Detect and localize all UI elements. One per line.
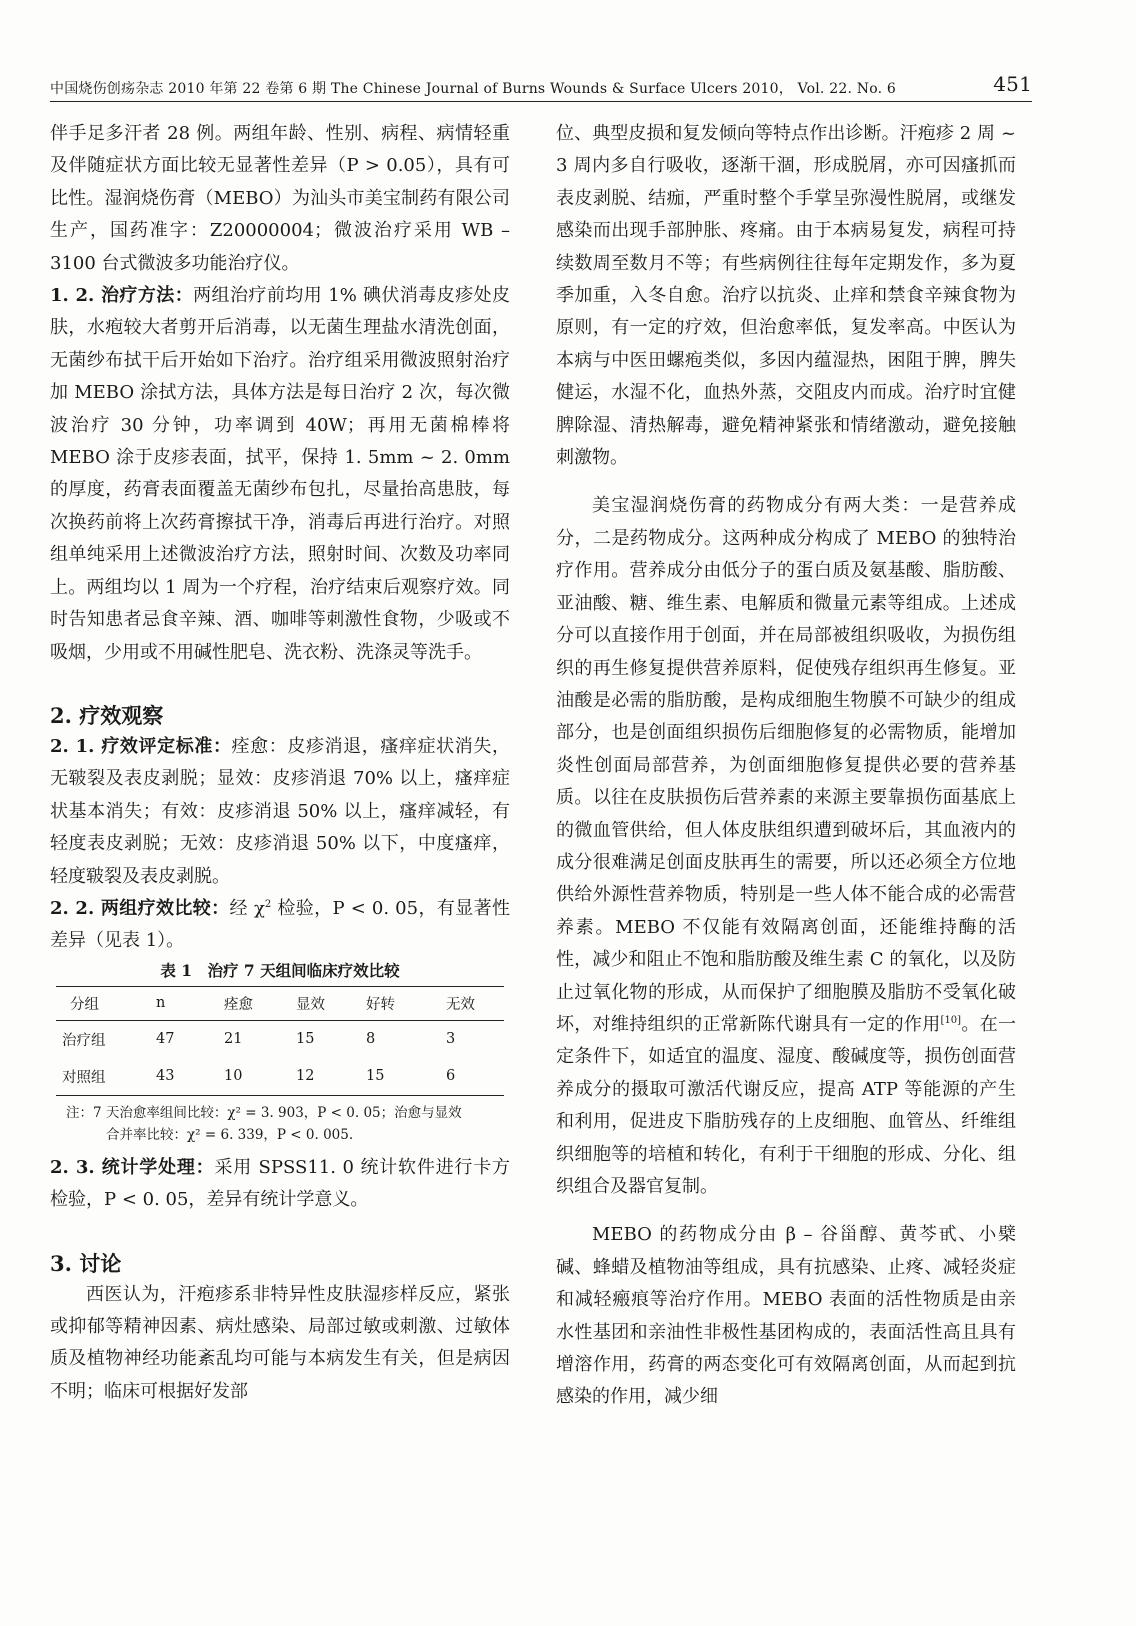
paragraph [50, 893, 510, 958]
paragraph [50, 731, 510, 893]
header-rule [50, 101, 1032, 102]
paragraph: 西医认为，汗疱疹系非特异性皮肤湿疹样反应，紧张或抑郁等精神因素、病灶感染、局部过敏或刺激、过敏体质及植物神经功能紊乱均可能与本病发生有关，但是病因不明；临床可根据好发部 [50, 1283, 510, 1402]
results-table [56, 986, 504, 1096]
subsection-label: 2. 1. 疗效评定标准： [50, 735, 232, 757]
table-cell: 治疗组 [62, 1032, 106, 1049]
paragraph-text: 痊愈：皮疹消退，瘙痒症状消失，无皲裂及表皮剥脱；显效：皮疹消退 70% 以上，瘙痒症状基本消失；有效：皮疹消退 50% 以上，瘙痒减轻，有轻度表皮剥脱；无效：皮疹消退 50% 以下，中度瘙痒，轻度皲裂及表皮剥脱。 [50, 735, 510, 887]
table-caption: 表 1 治疗 7 天组间临床疗效比较 [160, 960, 400, 980]
table-cell: 12 [296, 1058, 366, 1096]
paragraph [50, 280, 510, 669]
running-header [50, 72, 1050, 102]
table-note-line: 合并率比较：χ² = 6. 339，P < 0. 005. [106, 1126, 354, 1143]
col-header: 无效 [446, 986, 504, 1020]
table-row [56, 1020, 504, 1058]
paragraph-text: 检验，P < 0. 05，有显著性差异（见表 1）。 [50, 897, 510, 952]
col-header: 好转 [366, 986, 446, 1020]
col-header: 分组 [56, 986, 156, 1020]
table-note-line: 注：7 天治愈率组间比较：χ² = 3. 903，P < 0. 05；治愈与显效 [66, 1104, 462, 1121]
col-header: 痊愈 [224, 986, 296, 1020]
table-cell: 6 [446, 1058, 504, 1096]
subsection-label: 2. 3. 统计学处理： [50, 1156, 215, 1178]
table-cell: 43 [156, 1058, 224, 1096]
paragraph-text: 。在一定条件下，如适宜的温度、湿度、酸碱度等，损伤创面营养成分的摄取可激活代谢反应，提高 ATP 等能源的产生和利用，促进皮下脂肪残存的上皮细胞、血管丛、纤维组织细胞等的培植和转化，有利于干细胞的形成、分化、组织组合及器官复制。 [556, 1013, 1017, 1197]
superscript: 2 [264, 898, 272, 910]
page-number: 451 [993, 72, 1032, 96]
paragraph [556, 490, 1016, 1203]
spacer [50, 1217, 510, 1249]
table-row [56, 1058, 504, 1096]
table-note [66, 1102, 510, 1146]
paragraph-text: 经 χ [229, 897, 265, 919]
table-header-row [56, 986, 504, 1020]
table-cell: 10 [224, 1058, 296, 1096]
subsection-label: 1. 2. 治疗方法： [50, 285, 194, 307]
section-heading: 2. 疗效观察 [50, 702, 164, 728]
paragraph [50, 1152, 510, 1217]
citation: [10] [940, 1014, 962, 1026]
section-heading: 3. 讨论 [50, 1250, 122, 1276]
col-header: n [156, 986, 224, 1020]
spacer [556, 474, 1016, 490]
running-title: 中国烧伤创疡杂志 2010 年第 22 卷第 6 期 The Chinese Journal of Burns Wounds & Surface Ulcers 2010， Vol. 22. No. 6 [50, 81, 896, 97]
table-cell: 15 [366, 1058, 446, 1096]
paragraph: 伴手足多汗者 28 例。两组年龄、性别、病程、病情轻重及伴随症状方面比较无显著性差异（P > 0.05），具有可比性。湿润烧伤膏（MEBO）为汕头市美宝制药有限公司生产，国药准字：Z20000004；微波治疗采用 WB – 3100 台式微波多功能治疗仪。 [50, 123, 510, 274]
left-column [50, 118, 510, 1408]
table-cell: 21 [224, 1031, 243, 1048]
table-cell: 15 [296, 1031, 315, 1048]
col-header: 显效 [296, 986, 366, 1020]
paragraph-text: 采用 SPSS11. 0 统计软件进行卡方检验，P < 0. 05，差异有统计学意义。 [50, 1156, 510, 1211]
table-cell: 对照组 [56, 1058, 156, 1096]
paragraph-text: 美宝湿润烧伤膏的药物成分有两大类：一是营养成分，二是药物成分。这两种成分构成了 MEBO 的独特治疗作用。营养成分由低分子的蛋白质及氨基酸、脂肪酸、亚油酸、糖、维生素、电解质和微量元素等组成。上述成分可以直接作用于创面，并在局部被组织吸收，为损伤组织的再生修复提供营养原料，促使残存组织再生修复。亚油酸是必需的脂肪酸，是构成细胞生物膜不可缺少的组成部分，也是创面组织损伤后细胞修复的必需物质，能增加炎性创面局部营养，为创面细胞修复提供必要的营养基质。以往在皮肤损伤后营养素的来源主要靠损伤面基底上的微血管供给，但人体皮肤组织遭到破坏后，其血液内的成分很难满足创面皮肤再生的需要，所以还必须全方位地供给外源性营养物质，特别是一些人体不能合成的必需营养素。MEBO 不仅能有效隔离创面，还能维持酶的活性，减少和阻止不饱和脂肪酸及维生素 C 的氧化，以及防止过氧化物的形成，从而保护了细胞膜及脂肪不受氧化破坏，对维持组织的正常新陈代谢具有一定的作用 [556, 495, 1016, 1035]
paragraph: 位、典型皮损和复发倾向等特点作出诊断。汗疱疹 2 周 ~ 3 周内多自行吸收，逐渐干涸，形成脱屑，亦可因瘙抓而表皮剥脱、结痂，严重时整个手掌呈弥漫性脱屑，或继发感染而出现手部肿胀、疼痛。由于本病易复发，病程可持续数周至数月不等；有些病例往往每年定期发作，多为夏季加重，入冬自愈。治疗以抗炎、止痒和禁食辛辣食物为原则，有一定的疗效，但治愈率低，复发率高。中医认为本病与中医田螺疱类似，多因内蕴湿热，困阻于脾，脾失健运，水湿不化，血热外蒸，交阻皮内而成。治疗时宜健脾除湿、清热解毒，避免精神紧张和情绪激动，避免接触刺激物。 [556, 123, 1016, 469]
spacer [50, 669, 510, 701]
subsection-label: 2. 2. 两组疗效比较： [50, 897, 230, 919]
table-cell: 8 [366, 1031, 376, 1048]
table-cell: 3 [446, 1031, 456, 1048]
table-cell: 47 [156, 1031, 175, 1048]
paragraph: MEBO 的药物成分由 β – 谷甾醇、黄芩甙、小檗碱、蜂蜡及植物油等组成，具有抗感染、止疼、减轻炎症和减轻瘢痕等治疗作用。MEBO 表面的活性物质是由亲水性基团和亲油性非极性基团构成的，表面活性高且具有增溶作用，药膏的两态变化可有效隔离创面，从而起到抗感染的作用，减少细 [556, 1224, 1016, 1408]
paragraph-text: 两组治疗前均用 1% 碘伏消毒皮疹处皮肤，水疱较大者剪开后消毒，以无菌生理盐水清洗创面，无菌纱布拭干后开始如下治疗。治疗组采用微波照射治疗加 MEBO 涂拭方法，具体方法是每日治疗 2 次，每次微波治疗 30 分钟，功率调到 40W；再用无菌棉棒将 MEBO 涂于皮疹表面，拭平，保持 1. 5mm ~ 2. 0mm 的厚度，药膏表面覆盖无菌纱布包扎，尽量抬高患肢，每次换药前将上次药膏擦拭干净，消毒后再进行治疗。对照组单纯采用上述微波治疗方法，照射时间、次数及功率同上。两组均以 1 周为一个疗程，治疗结束后观察疗效。同时告知患者忌食辛辣、酒、咖啡等刺激性食物，少吸或不吸烟，少用或不用碱性肥皂、洗衣粉、洗涤灵等洗手。 [50, 285, 510, 663]
right-column [556, 118, 1016, 1414]
spacer [556, 1203, 1016, 1219]
